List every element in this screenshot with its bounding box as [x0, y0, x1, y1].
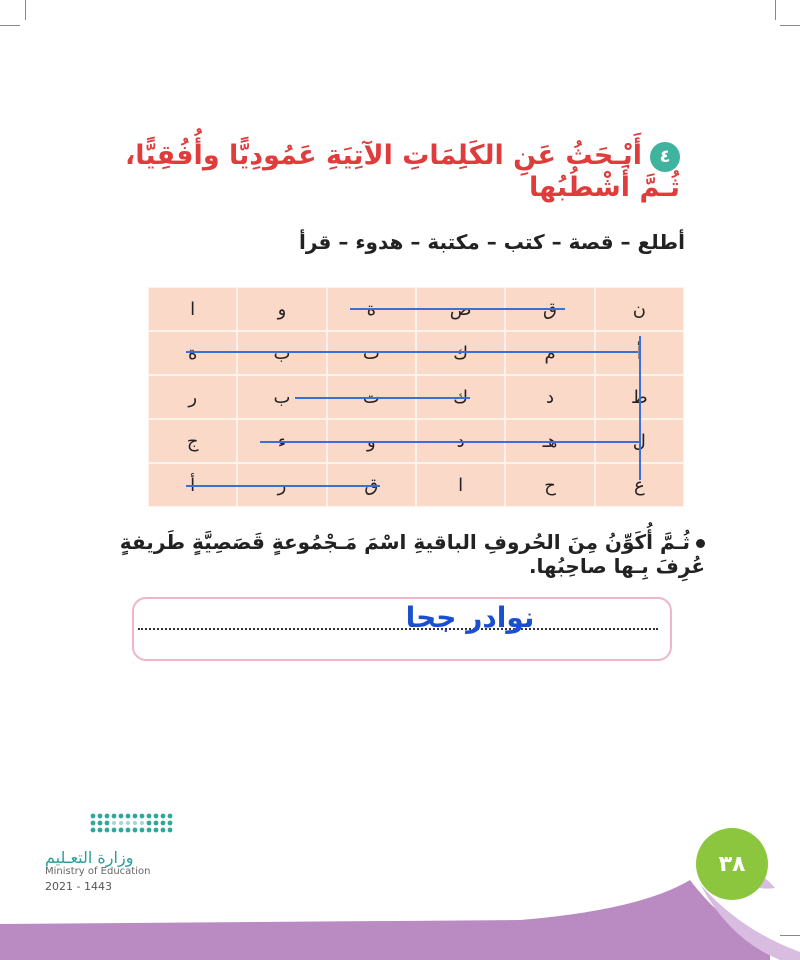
- grid-cell: أ: [148, 463, 237, 507]
- grid-cell: ب: [237, 375, 326, 419]
- answer-text: نوادر جحا: [405, 601, 535, 634]
- grid-cell: ل: [595, 419, 684, 463]
- page-number: ٣٨: [696, 828, 768, 900]
- exercise-title-text: أَبْـحَثُ عَنِ الكَلِمَاتِ الآتِيَةِ عَمُودِيًّا وأُفُقِيًّا، ثُـمَّ أَشْطُبُها: [125, 140, 680, 203]
- crop-mark: [775, 0, 776, 20]
- crop-mark: [25, 0, 26, 20]
- grid-cell: ا: [416, 463, 505, 507]
- exercise-title: [120, 140, 680, 203]
- grid-cell: ة: [327, 287, 416, 331]
- grid-cell: د: [416, 419, 505, 463]
- grid-cell: ص: [416, 287, 505, 331]
- word-list: أطلع – قصة – كتب – مكتبة – هدوء – قرأ: [299, 230, 685, 254]
- footer-band: [0, 880, 800, 960]
- crop-mark: [0, 25, 20, 26]
- grid-cell: ط: [595, 375, 684, 419]
- grid-cell: ع: [595, 463, 684, 507]
- grid-cell: ق: [327, 463, 416, 507]
- grid-cell: ر: [148, 375, 237, 419]
- grid-cell: ت: [327, 331, 416, 375]
- word-search-grid: [148, 287, 684, 507]
- bullet-icon: [696, 539, 705, 548]
- grid-cell: ك: [416, 331, 505, 375]
- grid-cell: ق: [505, 287, 594, 331]
- ministry-name-en: Ministry of Education: [45, 866, 151, 877]
- grid-cell: ح: [505, 463, 594, 507]
- crop-mark: [780, 25, 800, 26]
- grid-cell: ج: [148, 419, 237, 463]
- ministry-year: 2021 - 1443: [45, 880, 112, 893]
- grid-cell: ب: [237, 331, 326, 375]
- ministry-logo-icon: [45, 808, 185, 848]
- grid-cell: م: [505, 331, 594, 375]
- instruction-label: ثُـمَّ أُكَوِّنُ مِنَ الحُروفِ الباقيةِ اسْمَ مَـجْمُوعةٍ قَصَصِيَّةٍ طَريفةٍ عُرِفَ بِـها صاحِبُها.: [119, 530, 705, 578]
- grid-cell: ر: [237, 463, 326, 507]
- grid-cell: ك: [416, 375, 505, 419]
- grid-cell: و: [237, 287, 326, 331]
- grid-cell: ت: [327, 375, 416, 419]
- grid-cell: أ: [595, 331, 684, 375]
- grid-cell: ن: [595, 287, 684, 331]
- grid-cell: ة: [148, 331, 237, 375]
- grid-cell: د: [505, 375, 594, 419]
- grid-cell: ا: [148, 287, 237, 331]
- ministry-name-ar: وزارة التعـليم: [45, 848, 134, 867]
- grid-cell: ء: [237, 419, 326, 463]
- exercise-number-badge: ٤: [650, 142, 680, 172]
- grid-cell: و: [327, 419, 416, 463]
- instruction-text: [85, 530, 705, 578]
- grid-cell: هـ: [505, 419, 594, 463]
